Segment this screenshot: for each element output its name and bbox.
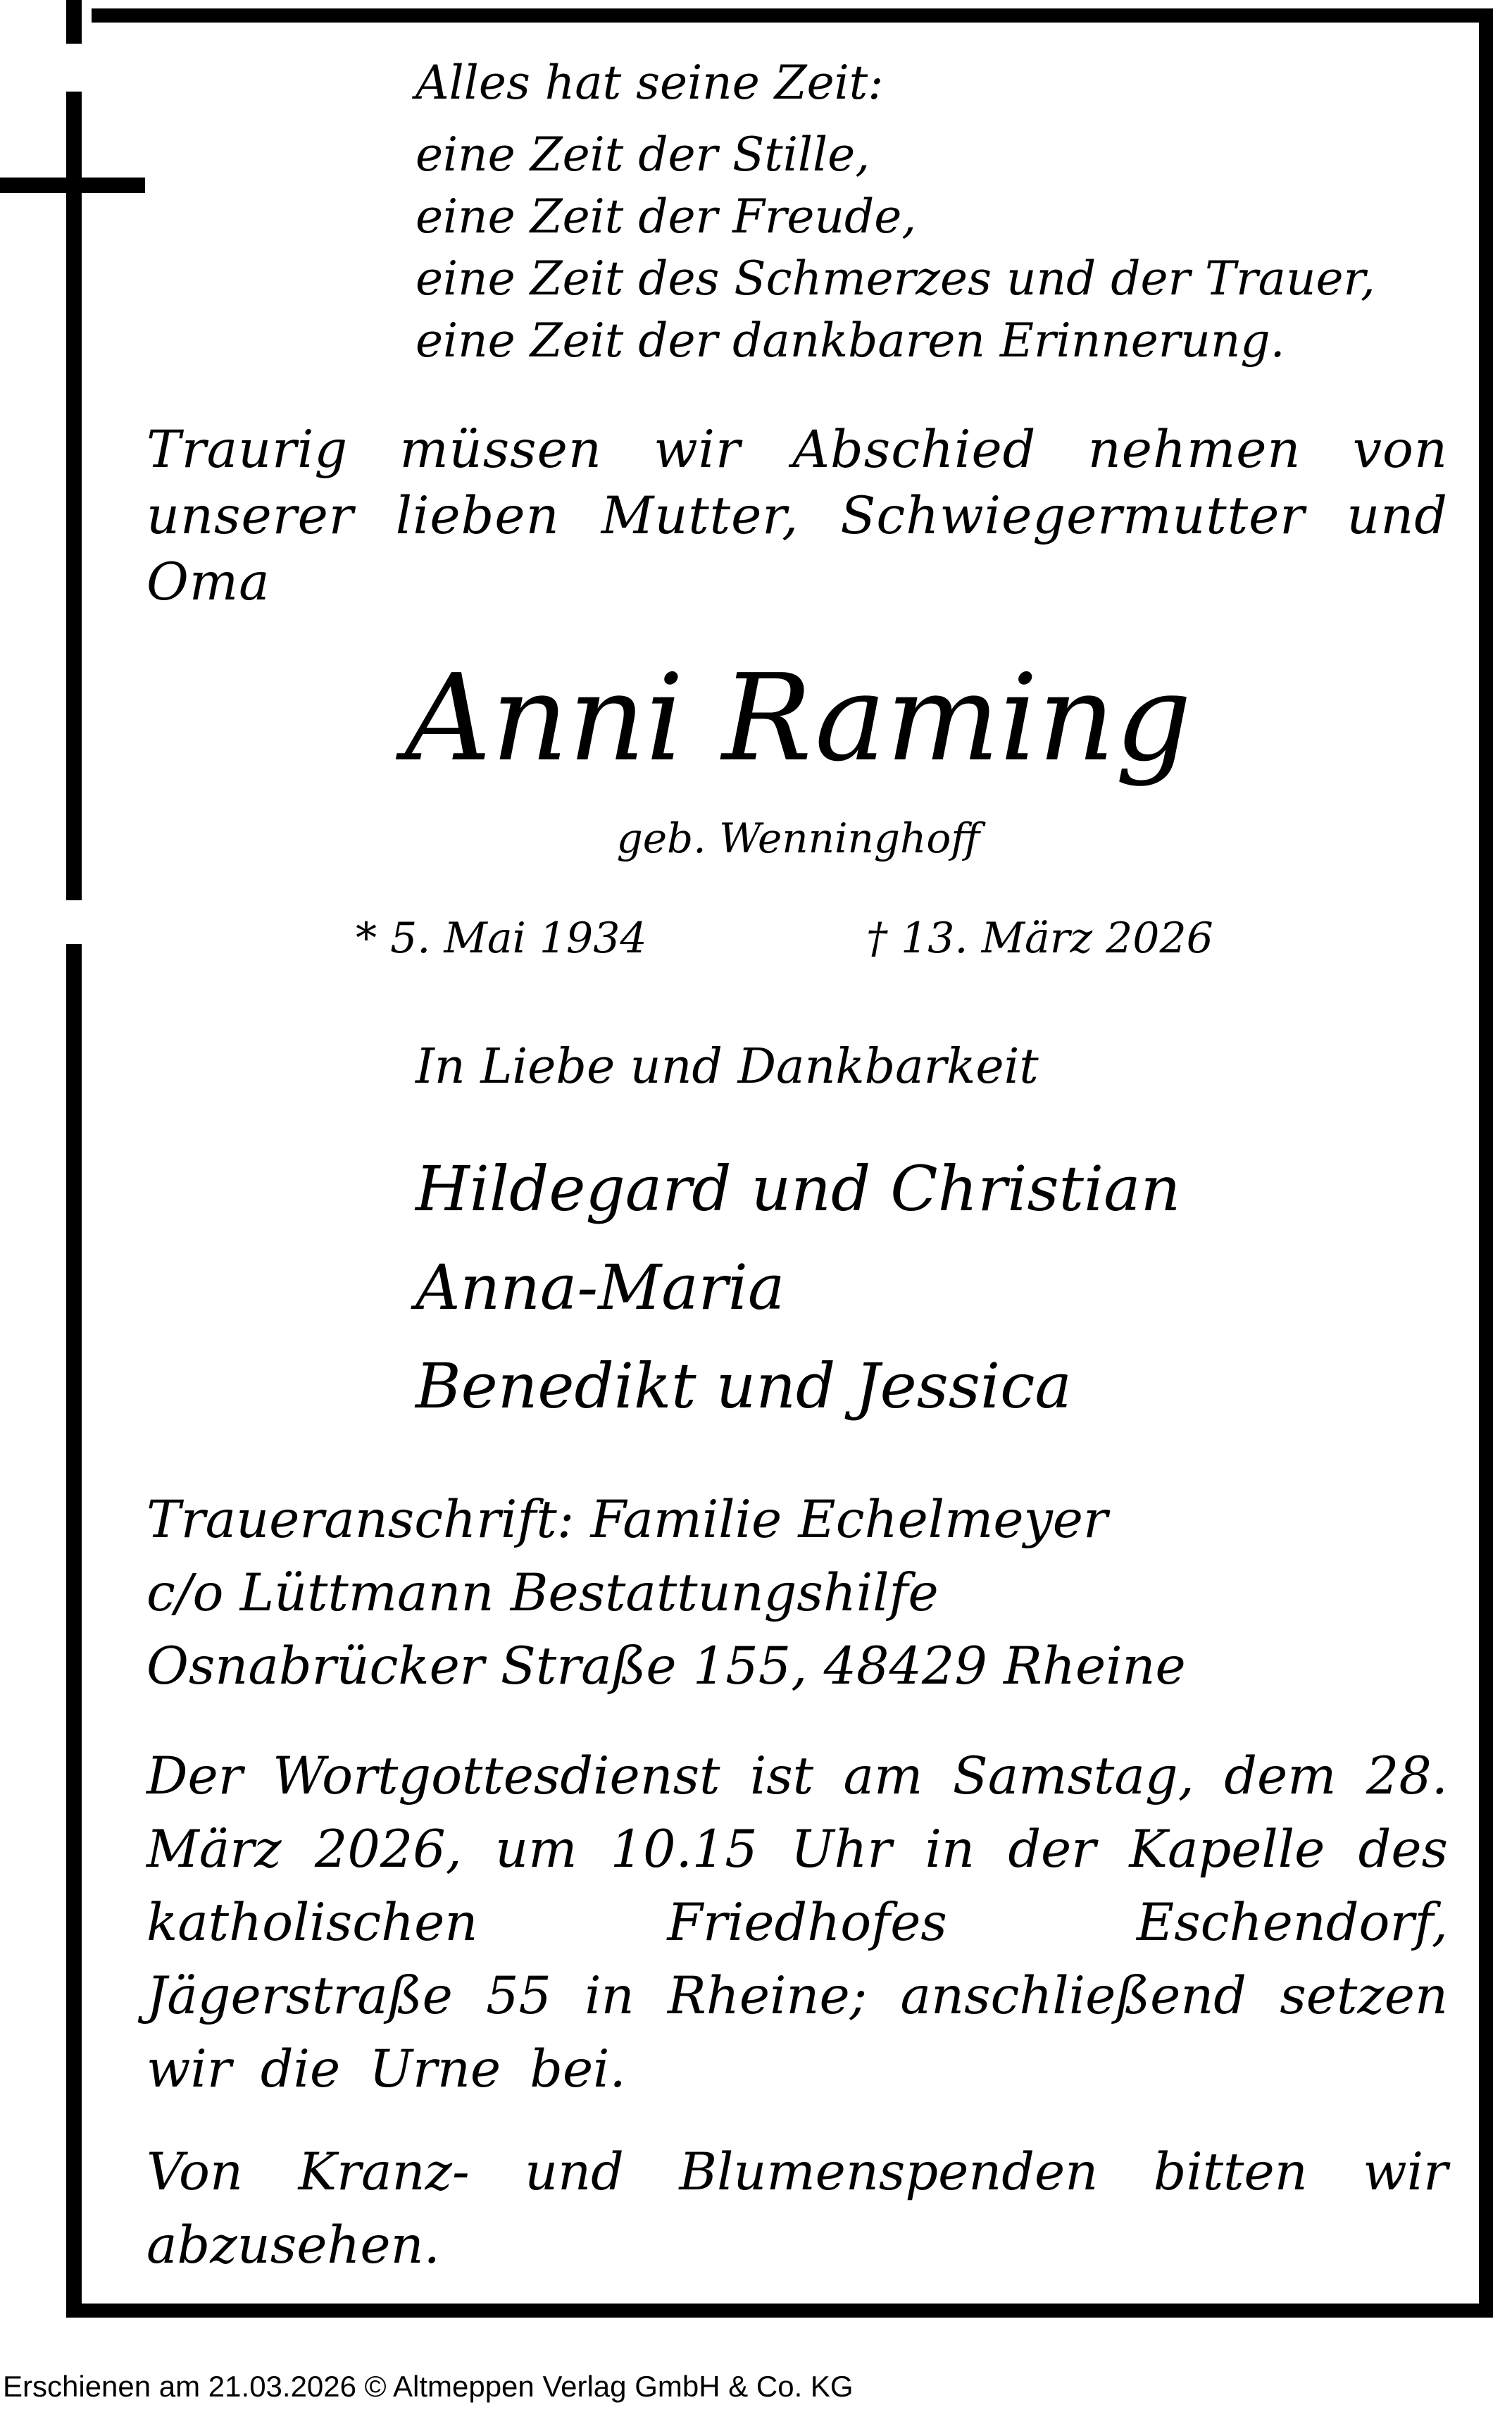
frame-left-top-segment xyxy=(66,0,82,44)
address-line: c/o Lüttmann Bestattungshilfe xyxy=(146,1563,939,1623)
cross-bar xyxy=(0,178,145,193)
mourner-name: Benedikt und Jessica xyxy=(416,1350,1072,1422)
mourner-name: Hildegard und Christian xyxy=(416,1152,1181,1225)
service-text: Der Wortgottesdienst ist am Samstag, dem 28. März 2026, um 10.15 Uhr in der Kapelle des katholischen Friedhofes Eschendorf, Jägerstraße 55 in Rheine; anschließend setzen wir die Urne bei. xyxy=(146,1746,1448,2099)
mourning-address xyxy=(146,1484,1186,1703)
poem-line: eine Zeit der Stille, xyxy=(416,128,870,182)
mourner-name: Anna-Maria xyxy=(416,1251,785,1324)
mourners-list xyxy=(416,1140,1180,1436)
address-line: Osnabrücker Straße 155, 48429 Rheine xyxy=(146,1636,1186,1696)
donations-text: Von Kranz- und Blumenspenden bitten wir abzusehen. xyxy=(146,2142,1448,2275)
death-date: † 13. März 2026 xyxy=(866,914,1213,963)
publication-footer: Erschienen am 21.03.2026 © Altmeppen Verlag GmbH & Co. KG xyxy=(3,2370,854,2403)
address-line: Traueranschrift: Familie Echelmeyer xyxy=(146,1490,1108,1550)
intro-text: Traurig müssen wir Abschied nehmen von unserer lieben Mutter, Schwiegermutter und Oma xyxy=(146,420,1448,612)
deceased-name: Anni Raming xyxy=(404,649,1192,788)
birth-name: geb. Wenninghoff xyxy=(616,814,980,862)
poem-line: eine Zeit der dankbaren Erinnerung. xyxy=(416,313,1285,368)
mourners-intro: In Liebe und Dankbarkeit xyxy=(416,1039,1039,1095)
poem-line: eine Zeit des Schmerzes und der Trauer, xyxy=(416,251,1375,306)
poem-line: eine Zeit der Freude, xyxy=(416,189,917,244)
poem-heading: Alles hat seine Zeit: xyxy=(416,56,884,110)
frame-left-lower-segment xyxy=(66,944,82,2318)
birth-date: * 5. Mai 1934 xyxy=(356,914,647,963)
poem xyxy=(416,52,1375,372)
